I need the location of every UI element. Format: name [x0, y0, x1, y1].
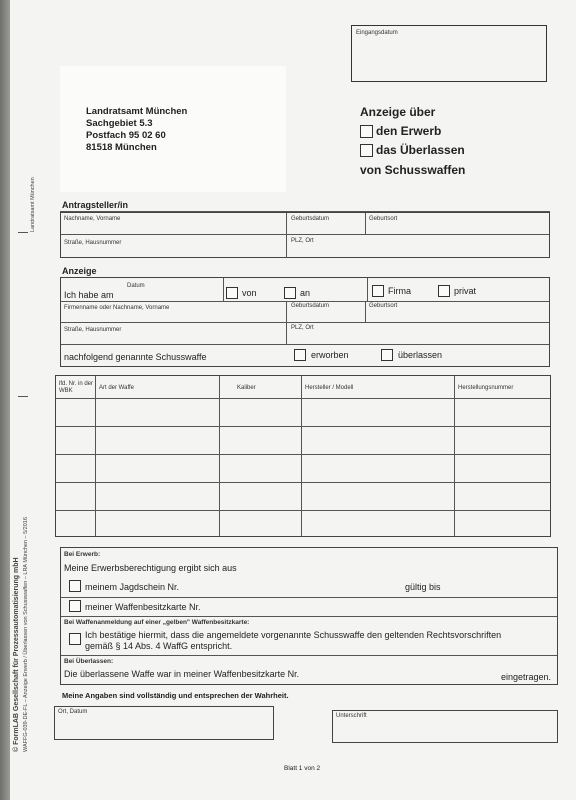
row-divider — [61, 597, 557, 598]
col-divider — [286, 301, 287, 344]
transfer-heading: Bei Überlassen: — [64, 658, 114, 665]
notice-box — [60, 277, 550, 367]
address-line: Postfach 95 02 60 — [86, 130, 166, 141]
private-checkbox[interactable] — [438, 285, 450, 297]
place-date-box[interactable] — [54, 706, 274, 740]
column-header-type: Art der Waffe — [99, 385, 135, 391]
row-divider — [61, 301, 549, 302]
table-row-divider — [56, 510, 550, 511]
table-row-divider — [56, 454, 550, 455]
yellow-confirm-checkbox[interactable] — [69, 633, 81, 645]
col-divider — [286, 213, 287, 258]
fold-mark — [18, 396, 28, 397]
side-authority: Landratsamt München — [30, 177, 36, 232]
weapon-permit-label: meiner Waffenbesitzkarte Nr. — [85, 602, 201, 612]
address-line: 81518 München — [86, 142, 157, 153]
declaration-text: Meine Angaben sind vollständig und entsprechen der Wahrheit. — [62, 691, 289, 700]
table-col-divider — [454, 376, 455, 536]
title-option-acquire: den Erwerb — [376, 124, 442, 138]
row-divider — [61, 655, 557, 656]
transfer-text: Die überlassene Waffe war in meiner Waffenbesitzkarte Nr. — [64, 669, 300, 679]
to-label: an — [300, 288, 311, 298]
yellow-line1: Ich bestätige hiermit, dass die angemeldete vorgenannte Schusswaffe den geltenden Rechtsvorschriften — [85, 630, 502, 640]
notice-birthplace-label: Geburtsort — [369, 303, 398, 309]
from-checkbox[interactable] — [226, 287, 238, 299]
column-header-serial: Herstellungsnummer — [458, 385, 514, 391]
from-label: von — [242, 288, 257, 298]
table-row-divider — [56, 426, 550, 427]
applicant-heading: Antragsteller/in — [62, 200, 129, 210]
notice-have-text: Ich habe am — [64, 290, 114, 300]
row-divider — [61, 234, 549, 235]
column-header-caliber: Kaliber — [237, 385, 256, 391]
row-divider — [61, 616, 557, 617]
notice-street-label: Straße, Hausnummer — [64, 327, 122, 333]
place-date-label: Ort, Datum — [58, 709, 88, 715]
yellow-heading: Bei Waffenanmeldung auf einer „gelben" Waffenbesitzkarte: — [64, 619, 250, 626]
hunting-license-checkbox[interactable] — [69, 580, 81, 592]
applicant-birthdate-label: Geburtsdatum — [291, 216, 330, 222]
row-divider — [61, 344, 549, 345]
notice-heading: Anzeige — [62, 266, 97, 276]
table-header-divider — [56, 398, 550, 399]
acquire-title-checkbox[interactable] — [360, 125, 373, 138]
side-code: WAFFG-039-DE-FL – Anzeige Erwerb / Überlassen von Schusswaffen – LRA München – 5/2016 — [23, 517, 29, 752]
acquisition-heading: Bei Erwerb: — [64, 551, 101, 558]
acquisition-text: Meine Erwerbsberechtigung ergibt sich aus — [64, 563, 237, 573]
notice-birthdate-label: Geburtsdatum — [291, 303, 330, 309]
to-checkbox[interactable] — [284, 287, 296, 299]
company-label: Firma — [388, 286, 411, 296]
signature-label: Unterschrift — [336, 713, 367, 719]
conditions-box — [60, 547, 558, 685]
signature-box[interactable] — [332, 710, 558, 743]
col-divider — [365, 301, 366, 322]
yellow-line2: gemäß § 14 Abs. 4 WaffG entspricht. — [85, 641, 233, 651]
table-col-divider — [95, 376, 96, 536]
form-page — [10, 0, 576, 800]
table-col-divider — [219, 376, 220, 536]
column-header-manufacturer: Hersteller / Modell — [305, 385, 354, 391]
acquired-label: erworben — [311, 350, 349, 360]
col-divider — [367, 278, 368, 301]
address-line: Sachgebiet 5.3 — [86, 118, 153, 129]
table-row-divider — [56, 482, 550, 483]
applicant-name-label: Nachname, Vorname — [64, 216, 121, 222]
row-divider — [61, 322, 549, 323]
applicant-street-label: Straße, Hausnummer — [64, 240, 122, 246]
fold-mark — [18, 232, 28, 233]
applicant-box — [60, 212, 550, 258]
address-line: Landratsamt München — [86, 106, 188, 117]
address-block — [86, 106, 187, 154]
side-publisher: © FormLAB Gesellschaft für Prozessautomatisierung mbH — [13, 557, 20, 752]
table-col-divider — [301, 376, 302, 536]
column-header-number: lfd. Nr. in der WBK — [59, 381, 94, 394]
form-title-sub: von Schusswaffen — [360, 163, 466, 177]
transfer-entered: eingetragen. — [501, 672, 552, 682]
notice-city-label: PLZ, Ort — [291, 325, 314, 331]
acquired-checkbox[interactable] — [294, 349, 306, 361]
title-option-transfer: das Überlassen — [376, 143, 465, 157]
transferred-checkbox[interactable] — [381, 349, 393, 361]
notice-date-label: Datum — [127, 283, 145, 289]
col-divider — [365, 213, 366, 234]
notice-company-name-label: Firmenname oder Nachname, Vorname — [64, 305, 170, 311]
applicant-city-label: PLZ, Ort — [291, 238, 314, 244]
weapon-permit-checkbox[interactable] — [69, 600, 81, 612]
transferred-label: überlassen — [398, 350, 443, 360]
valid-until-label: gültig bis — [405, 582, 441, 592]
form-title: Anzeige über — [360, 105, 436, 119]
intake-label: Eingangsdatum — [356, 30, 398, 36]
company-checkbox[interactable] — [372, 285, 384, 297]
page-number: Blatt 1 von 2 — [284, 765, 321, 772]
hunting-license-label: meinem Jagdschein Nr. — [85, 582, 180, 592]
intake-box[interactable] — [351, 25, 547, 82]
transfer-title-checkbox[interactable] — [360, 144, 373, 157]
private-label: privat — [454, 286, 477, 296]
notice-weapon-text: nachfolgend genannte Schusswaffe — [64, 352, 207, 362]
weapons-table — [55, 375, 551, 537]
col-divider — [223, 278, 224, 301]
applicant-birthplace-label: Geburtsort — [369, 216, 398, 222]
